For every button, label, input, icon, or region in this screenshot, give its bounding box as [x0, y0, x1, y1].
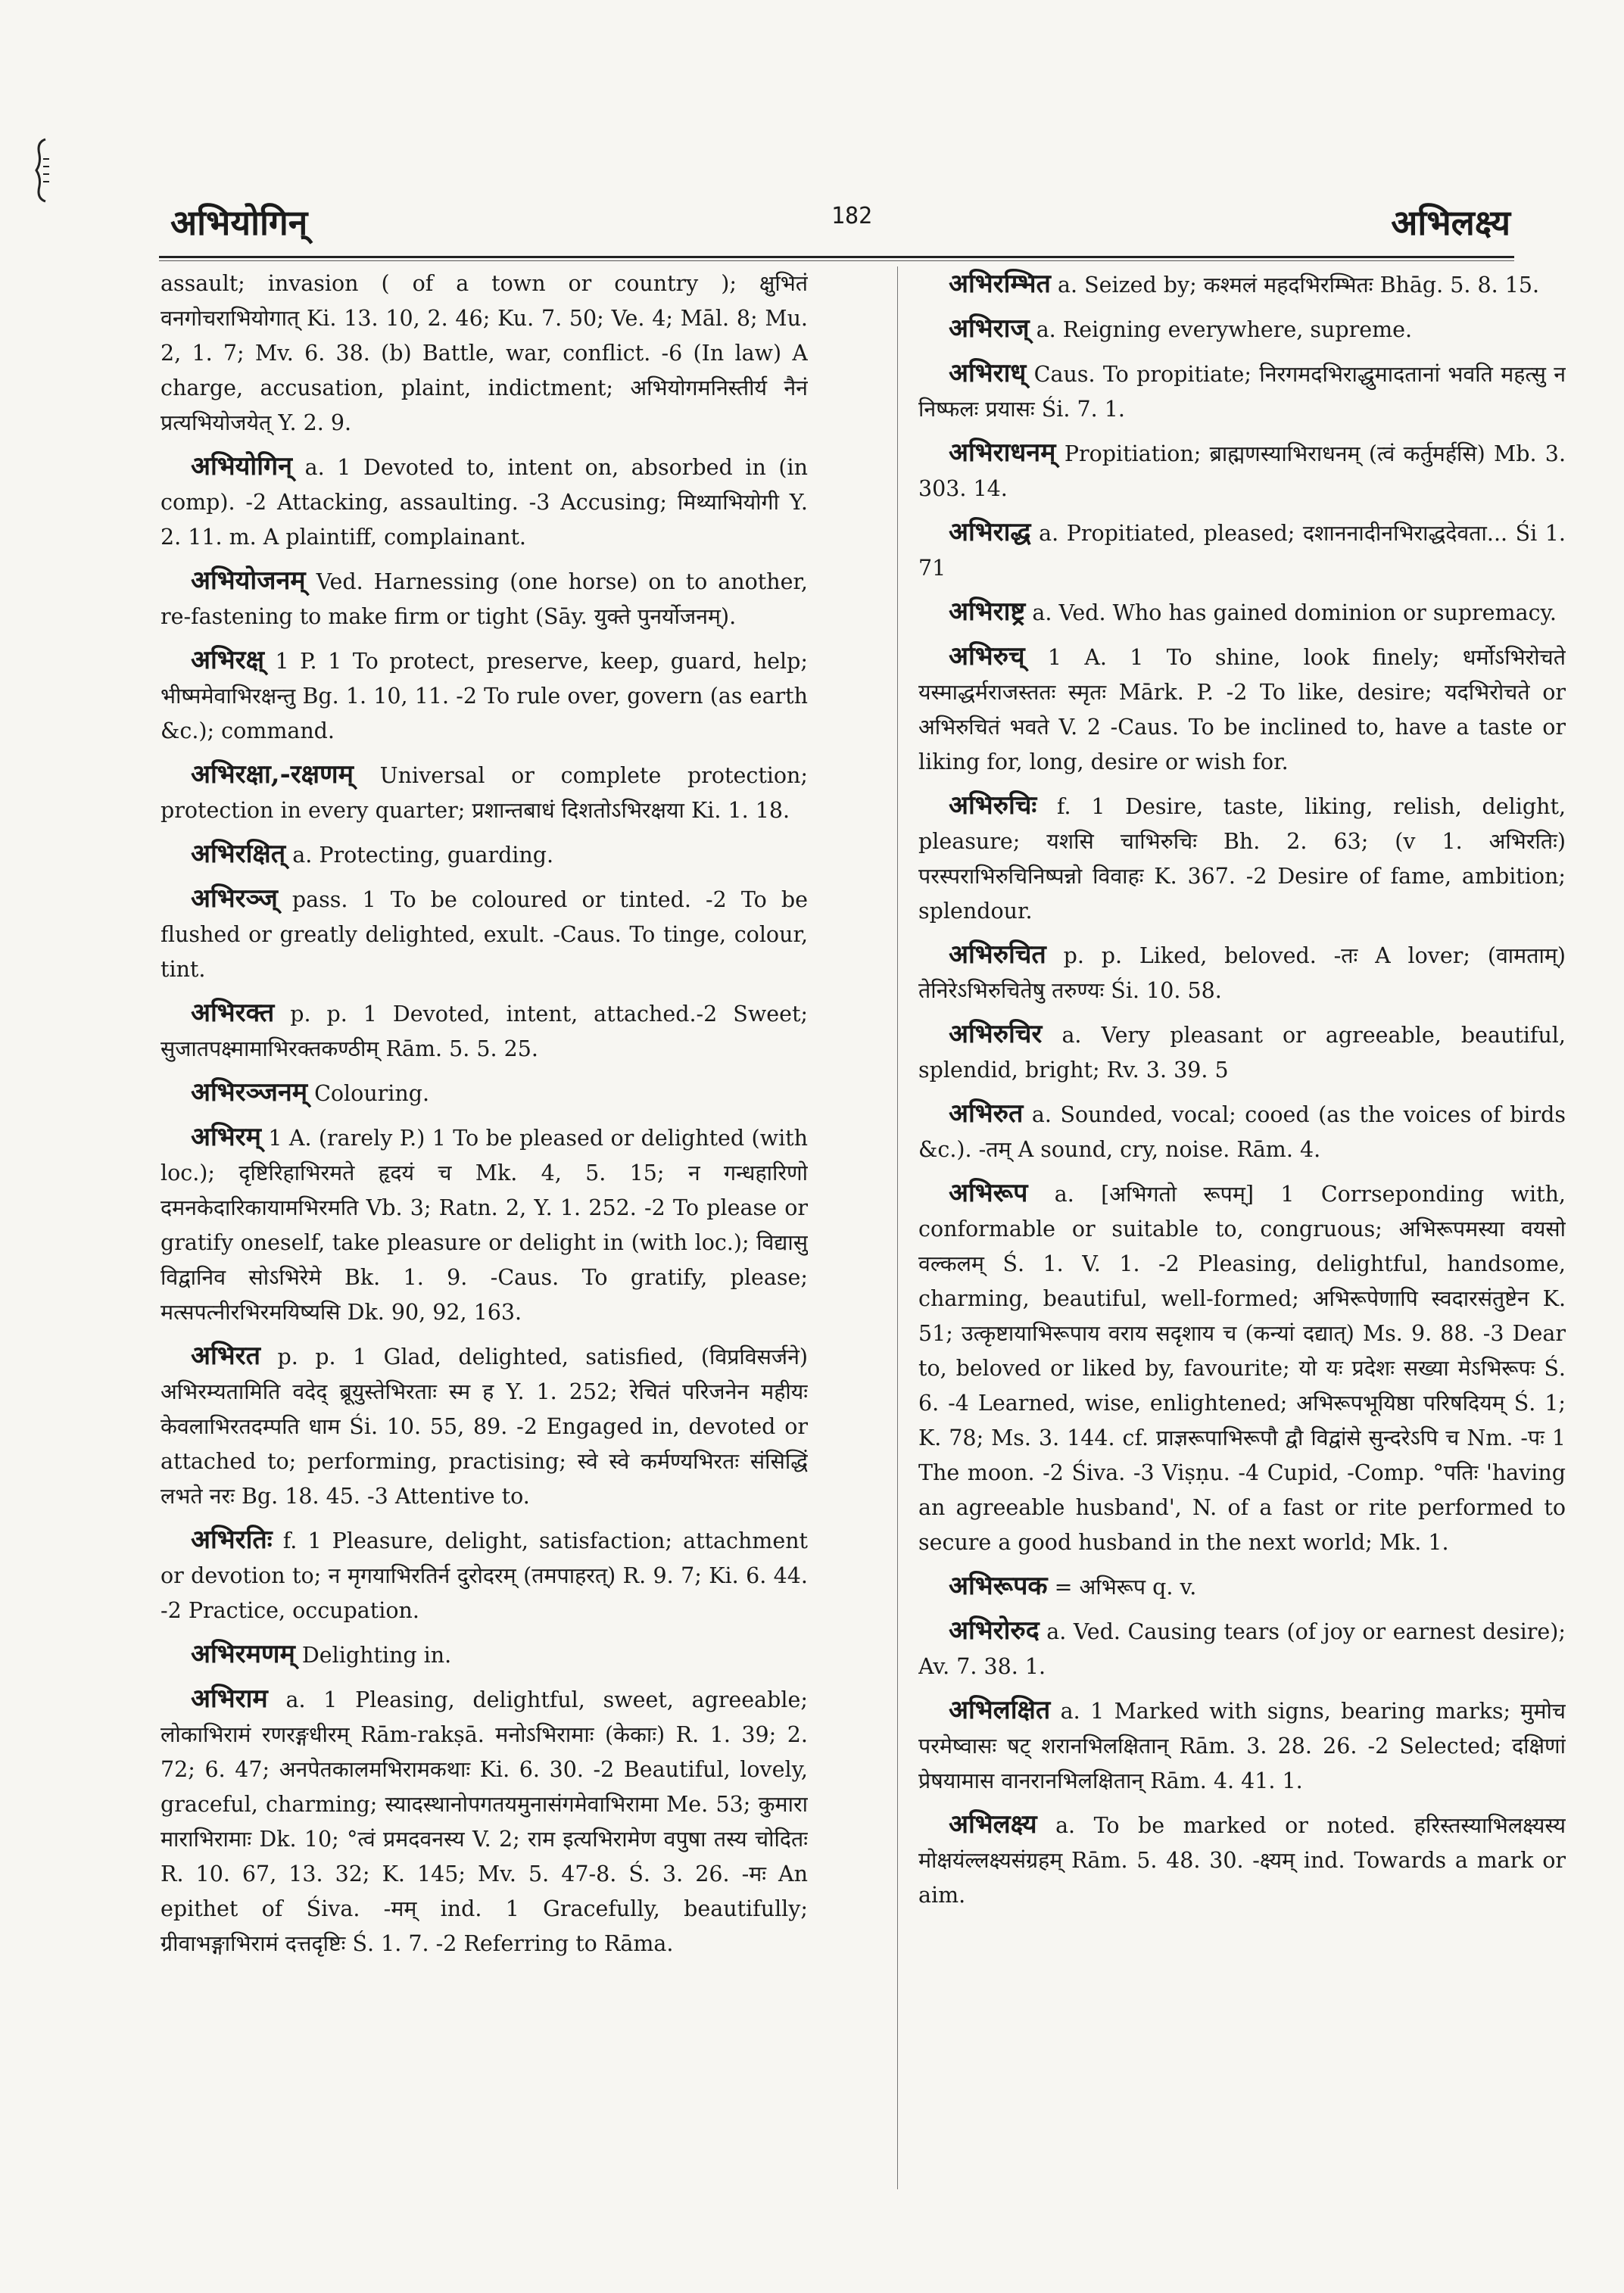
dictionary-entry [918, 594, 1566, 631]
dictionary-entry [161, 1338, 808, 1514]
entry-headword: अभिरोरुद [949, 1615, 1040, 1646]
dictionary-entry [161, 757, 808, 828]
entry-headword: अभिरमणम् [191, 1639, 295, 1669]
dictionary-entry [161, 1637, 808, 1673]
dictionary-entry [918, 266, 1566, 303]
entry-definition: a. Reigning everywhere, supreme. [1036, 317, 1413, 342]
entry-definition: a. 1 Marked with signs, bearing marks; मुमोच परमेष्वासः षट् शरानभिलक्षितान् Rām. 3. 28. 26. -2 Selected; दक्षिणां प्रेषयामास वानरानभिलक्षितान् Rām. 4. 41. 1. [918, 1699, 1566, 1793]
dictionary-entry [161, 1120, 808, 1330]
entry-definition: Delighting in. [301, 1643, 452, 1668]
entry-headword: अभिराष्ट्र [949, 597, 1026, 627]
entry-headword: अभिरुचिर [949, 1019, 1043, 1049]
entry-definition: a. 1 Devoted to, intent on, absorbed in (in comp). -2 Attacking, assaulting. -3 Accusing; मिथ्याभियोगी Y. 2. 11. m. A plaintiff, complainant. [161, 455, 808, 550]
entry-headword: अभिरुत [949, 1098, 1024, 1129]
entry-headword: अभिराधनम् [949, 438, 1056, 468]
entry-definition: a. [अभिगतो रूपम्] 1 Corrseponding with, conformable or suitable to, congruous; अभिरूपमस्या वयसो वल्कलम् Ś. 1. V. 1. -2 Pleasing, delightful, handsome, charming, beautiful, well-formed; अभिरूपेणापि स्वदारसंतुष्टेन K. 51; उत्कृष्टायाभिरूपाय वराय सदृशाय च (कन्यां दद्यात्) Ms. 9. 88. -3 Dear to, beloved or liked by, favourite; यो यः प्रदेशः सख्या मेऽभिरूपः Ś. 6. -4 Learned, wise, enlightened; अभिरूपभूयिष्ठा परिषदियम् Ś. 1; K. 78; Ms. 3. 144. cf. प्राज्ञरूपाभिरूपौ द्वौ विद्वांसे सुन्दरेऽपि च Nm. -पः 1 The moon. -2 Śiva. -3 Viṣṇu. -4 Cupid, -Comp. °पतिः 'having an agreeable husband', N. of a fast or rite performed to secure a good husband in the next world; Mk. 1. [918, 1182, 1566, 1555]
dictionary-entry [161, 881, 808, 987]
dictionary-entry [161, 1522, 808, 1628]
entry-headword: अभिरक्त [191, 998, 275, 1028]
entry-definition: a. Protecting, guarding. [292, 843, 554, 868]
dictionary-entry [161, 563, 808, 634]
running-headword-right: अभिलक्ष्य [1391, 202, 1510, 243]
entry-headword: अभिरूपक [949, 1571, 1048, 1601]
entry-definition: 1 A. 1 To shine, look finely; धर्मोऽभिरोचते यस्माद्धर्मराजस्ततः स्मृतः Mārk. P. -2 To like, desire; यदभिरोचते or अभिरुचितं भवते V. 2 -Caus. To be inclined to, have a taste or liking for, long, desire or wish for. [918, 645, 1566, 774]
entry-definition: f. 1 Desire, taste, liking, relish, delight, pleasure; यशसि चाभिरुचिः Bh. 2. 63; (v 1. अभिरतिः) परस्पराभिरुचिनिष्पन्नो विवाहः K. 367. -2 Desire of fame, ambition; splendour. [918, 794, 1566, 924]
dictionary-entry [918, 311, 1566, 347]
entry-definition: p. p. Liked, beloved. -तः A lover; (वामताम्) तेनिरेऽभिरुचितेषु तरुण्यः Śi. 10. 58. [918, 943, 1566, 1003]
dictionary-entry [918, 1807, 1566, 1913]
entry-headword: अभिलक्षित [949, 1695, 1051, 1725]
entry-headword: अभिरञ्जनम् [191, 1077, 308, 1108]
entry-definition: a. Seized by; कश्मलं महदभिरम्भितः Bhāg. 5. 8. 15. [1057, 273, 1540, 298]
entry-definition: p. p. 1 Glad, delighted, satisfied, (विप्रविसर्जने) अभिरम्यतामिति वदेद् ब्रूयुस्तेभिरताः स्म ह Y. 1. 252; रेचितं परिजनेन महीयः केवलाभिरतदम्पति धाम Śi. 10. 55, 89. -2 Engaged in, devoted or attached to; performing, practising; स्वे स्वे कर्मण्यभिरतः संसिद्धिं लभते नरः Bg. 18. 45. -3 Attentive to. [161, 1344, 808, 1509]
entry-definition: f. 1 Pleasure, delight, satisfaction; attachment or devotion to; न मृगयाभिरतिर्न दुरोदरम् (तमपाहरत्) R. 9. 7; Ki. 6. 44. -2 Practice, occupation. [161, 1528, 808, 1623]
entry-headword: अभिरक्षित् [191, 839, 286, 869]
dictionary-entry [161, 449, 808, 555]
dictionary-entry [918, 1613, 1566, 1684]
dictionary-entry [918, 1693, 1566, 1799]
entry-headword: अभिराम [191, 1684, 268, 1714]
entry-headword: अभिराज् [949, 313, 1030, 344]
entry-headword: अभिलक्ष्य [949, 1809, 1037, 1840]
entry-definition: a. Sounded, vocal; cooed (as the voices of birds &c.). -तम् A sound, cry, noise. Rām. 4. [918, 1102, 1566, 1162]
running-headword-left: अभियोगिन् [170, 202, 308, 243]
entry-headword: अभिरूप [949, 1178, 1028, 1208]
dictionary-entry [161, 1681, 808, 1961]
page-header [159, 198, 1545, 251]
entry-definition: a. To be marked or noted. हरिस्तस्याभिलक्ष्यस्य मोक्षयंल्लक्ष्यसंग्रहम् Rām. 5. 48. 30. -क्ष्यम् ind. Towards a mark or aim. [918, 1813, 1566, 1908]
entry-headword: अभिरञ्ज् [191, 883, 278, 914]
entry-headword: अभिरम् [191, 1122, 261, 1152]
entry-definition: a. Propitiated, pleased; दशाननादीनभिराद्धदेवता... Śi 1. 71 [918, 521, 1566, 581]
dictionary-entry [161, 837, 808, 873]
entry-definition: a. Very pleasant or agreeable, beautiful, splendid, bright; Rv. 3. 39. 5 [918, 1023, 1566, 1083]
entry-headword: अभियोगिन् [191, 451, 293, 481]
entry-definition: 1 P. 1 To protect, preserve, keep, guard, help; भीष्ममेवाभिरक्षन्तु Bg. 1. 10, 11. -2 To rule over, govern (as earth &c.); command. [161, 649, 808, 743]
left-column [161, 266, 808, 2204]
header-rule [159, 256, 1514, 258]
entry-headword: अभिराद्ध [949, 517, 1031, 547]
entry-definition: a. Ved. Causing tears (of joy or earnest desire); Av. 7. 38. 1. [918, 1619, 1566, 1679]
entry-headword: अभिराध् [949, 358, 1027, 388]
dictionary-entry [918, 788, 1566, 929]
entry-definition: pass. 1 To be coloured or tinted. -2 To be flushed or greatly delighted, exult. -Caus. To tinge, colour, tint. [161, 887, 808, 982]
dictionary-entry [918, 356, 1566, 427]
entry-headword: अभिरुच् [949, 641, 1025, 671]
entry-definition: assault; invasion ( of a town or country ); क्षुभितं वनगोचराभियोगात् Ki. 13. 10, 2. 46; Ku. 7. 50; Ve. 4; Māl. 8; Mu. 2, 1. 7; Mv. 6. 38. (b) Battle, war, conflict. -6 (In law) A charge, accusation, plaint, indictment; अभियोगमनिस्तीर्य नैनं प्रत्यभियोजयेत् Y. 2. 9. [161, 271, 808, 435]
dictionary-entry [161, 1075, 808, 1111]
dictionary-entry [918, 435, 1566, 506]
entry-definition: 1 A. (rarely P.) 1 To be pleased or delighted (with loc.); दृष्टिरिहाभिरमते हृदयं च Mk. 4, 5. 15; न गन्धहारिणो दमनकेदारिकायामभिरमति Vb. 3; Ratn. 2, Y. 1. 252. -2 To please or gratify oneself, take pleasure or delight in (with loc.); विद्यासु विद्वानिव सोऽभिरेमे Bk. 1. 9. -Caus. To gratify, please; मत्सपत्नीरभिरमयिष्यसि Dk. 90, 92, 163. [161, 1126, 808, 1325]
entry-headword: अभिरम्भित [949, 269, 1051, 299]
dictionary-entry [918, 1096, 1566, 1167]
margin-bracket-mark [33, 136, 50, 204]
entry-definition: Universal or complete protection; protection in every quarter; प्रशान्तबाधं दिशतोऽभिरक्षया Ki. 1. 18. [161, 763, 808, 823]
page-number: 182 [831, 203, 873, 229]
dictionary-entry [918, 515, 1566, 586]
entry-headword: अभिरुचित [949, 939, 1046, 970]
entry-headword: अभियोजनम् [191, 565, 306, 596]
dictionary-entry [918, 1569, 1566, 1605]
dictionary-entry [161, 995, 808, 1067]
entry-headword: अभिरक्षा,-रक्षणम् [191, 759, 354, 790]
entry-definition: p. p. 1 Devoted, intent, attached.-2 Sweet; सुजातपक्ष्मामाभिरक्तकण्ठीम् Rām. 5. 5. 25. [161, 1002, 808, 1061]
dictionary-entry [161, 266, 808, 441]
column-divider [897, 266, 898, 2189]
header-rule-thin [159, 260, 1514, 261]
dictionary-entry [918, 1176, 1566, 1560]
dictionary-entry [918, 937, 1566, 1008]
entry-definition: Ved. Harnessing (one horse) on to another, re-fastening to make firm or tight (Sāy. युक्ते पुनर्योजनम्). [161, 569, 808, 629]
dictionary-entry [918, 1017, 1566, 1088]
right-column [918, 266, 1566, 2204]
entry-definition: Caus. To propitiate; निरगमदभिराद्धुमादतानां भवति महत्सु न निष्फलः प्रयासः Śi. 7. 1. [918, 362, 1566, 422]
entry-headword: अभिरक्ष् [191, 645, 264, 675]
entry-headword: अभिरत [191, 1341, 260, 1371]
entry-headword: अभिरुचिः [949, 790, 1037, 821]
entry-definition: a. 1 Pleasing, delightful, sweet, agreeable; लोकाभिरामं रणरङ्गधीरम् Rām-rakṣā. मनोऽभिरामाः (केकाः) R. 1. 39; 2. 72; 6. 47; अनपेतकालमभिरामकथाः Ki. 6. 30. -2 Beautiful, lovely, graceful, charming; स्यादस्थानोपगतयमुनासंगमेवाभिरामा Me. 53; कुमारा माराभिरामाः Dk. 10; °त्वं प्रमदवनस्य V. 2; राम इत्यभिरामेण वपुषा तस्य चोदितः R. 10. 67, 13. 32; K. 145; Mv. 5. 47-8. Ś. 3. 26. -मः An epithet of Śiva. -मम् ind. 1 Gracefully, beautifully; ग्रीवाभङ्गाभिरामं दत्तदृष्टिः Ś. 1. 7. -2 Referring to Rāma. [161, 1687, 808, 1956]
entry-definition: a. Ved. Who has gained dominion or supremacy. [1032, 600, 1557, 625]
entry-definition: Colouring. [314, 1081, 430, 1106]
entry-definition: Propitiation; ब्राह्मणस्याभिराधनम् (त्वं कर्तुमर्हसि) Mb. 3. 303. 14. [918, 441, 1566, 501]
entry-headword: अभिरतिः [191, 1525, 273, 1555]
dictionary-entry [918, 639, 1566, 780]
entry-definition: = अभिरूप q. v. [1054, 1575, 1197, 1600]
dictionary-entry [161, 643, 808, 749]
